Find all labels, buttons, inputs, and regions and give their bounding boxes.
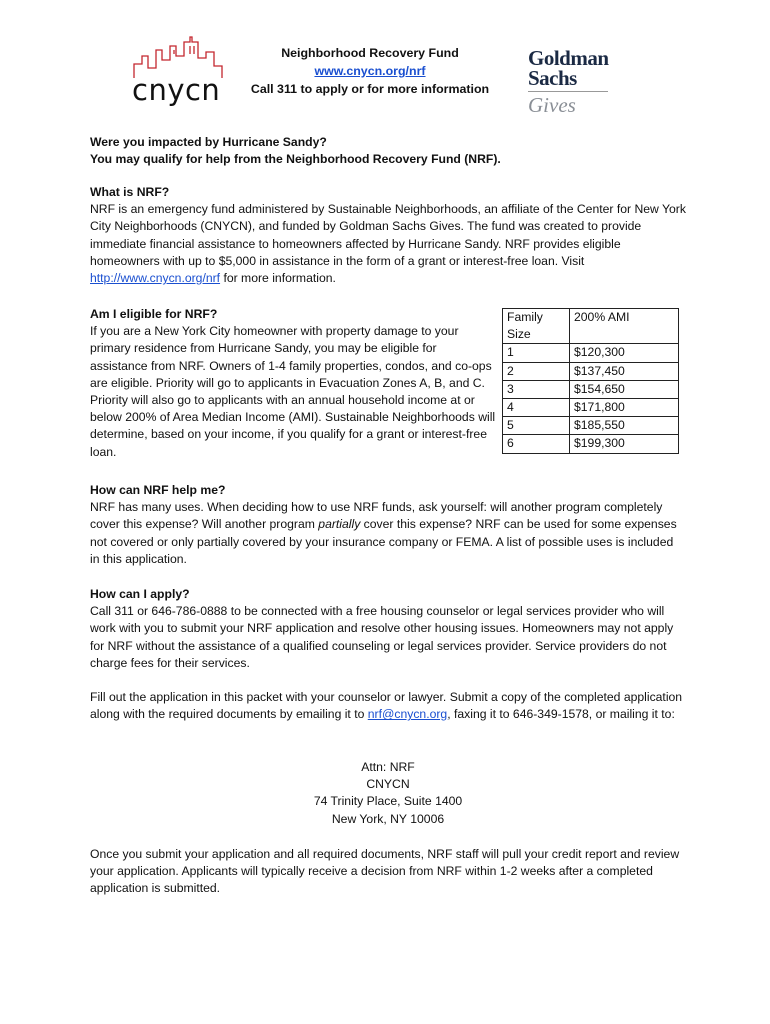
ami-family-size: 3: [503, 380, 570, 398]
table-row: [503, 399, 679, 417]
closing-body: Once you submit your application and all required documents, NRF staff will pull your credit report and review your application. Applicants will typically receive a decision from NRF within 1-2 weeks after a completed application is submitted.: [90, 847, 680, 896]
apply-heading: How can I apply?: [90, 587, 190, 601]
ami-header-ami: 200% AMI: [570, 309, 679, 344]
ami-income: $154,650: [570, 380, 679, 398]
table-row: [503, 380, 679, 398]
ami-income: $137,450: [570, 362, 679, 380]
mailing-address: [90, 759, 686, 828]
table-row: [503, 417, 679, 435]
address-line-3: 74 Trinity Place, Suite 1400: [313, 794, 463, 809]
eligibility-body: If you are a New York City homeowner with property damage to your primary residence from Hurricane Sandy, you may be eligible for assistance from NRF. Owners of 1-4 family properties, condos, and co-ops are eligible. Priority will go to applicants in Evacuation Zones A, B, and C. Priority will also go to applicants with an annual household income at or below 200% of Area Median Income (AMI). Sustainable Neighborhoods will determine, based on your income, if you qualify for a grant or interest-free loan.: [90, 324, 496, 459]
header-url-link[interactable]: www.cnycn.org/nrf: [314, 64, 426, 78]
apply-body: Call 311 or 646-786-0888 to be connected with a free housing counselor or legal services provider who will work with you to submit your NRF application and resolve other housing issues. Homeowners may not apply for NRF without the assistance of a qualified counseling or legal services provider. Service providers do not charge fees for their services.: [90, 604, 674, 670]
table-row: [503, 362, 679, 380]
eligibility-heading: Am I eligible for NRF?: [90, 307, 218, 321]
gs-logo-line2: Sachs: [528, 66, 577, 90]
header-call-text: Call 311 to apply or for more information: [250, 82, 490, 96]
ami-income: $120,300: [570, 344, 679, 362]
ami-header-family-size: Family Size: [503, 309, 570, 344]
what-heading: What is NRF?: [90, 185, 170, 199]
help-body: NRF has many uses. When deciding how to use NRF funds, ask yourself: will another program completely cover this expense? Will another program partially cover this expense? NRF can be used for some expenses not covered or only partially covered by your insurance company or FEMA. A list of possible uses is included in this application.: [90, 500, 677, 566]
ami-family-size: 1: [503, 344, 570, 362]
cnycn-logo-text: cnycn: [132, 73, 221, 106]
address-line-2: CNYCN: [366, 777, 410, 792]
what-body: NRF is an emergency fund administered by Sustainable Neighborhoods, an affiliate of the Center for New York City Neighborhoods (CNYCN), and funded by Goldman Sachs Gives. The fund was created to provide immediate financial assistance to homeowners affected by Hurricane Sandy. NRF provides eligible homeowners with up to $5,000 in assistance in the form of a grant or interest-free loan. Visit http://www.cnycn.org/nrf for more information.: [90, 202, 686, 286]
gs-logo-divider: [528, 91, 608, 92]
ami-income: $199,300: [570, 435, 679, 453]
ami-income: $185,550: [570, 417, 679, 435]
apply-section: [90, 586, 686, 672]
nrf-email-link[interactable]: nrf@cnycn.org: [367, 707, 448, 722]
fill-out-body: Fill out the application in this packet with your counselor or lawyer. Submit a copy of the completed application along with the required documents by emailing it to nrf@cnycn.org, faxing it to 646-349-1578, or mailing it to:: [90, 690, 683, 722]
help-heading: How can NRF help me?: [90, 483, 226, 497]
page-header: [250, 44, 490, 98]
address-line-4: New York, NY 10006: [331, 811, 445, 826]
ami-table: [502, 308, 679, 454]
nrf-website-link[interactable]: http://www.cnycn.org/nrf: [90, 271, 221, 286]
ami-family-size: 5: [503, 417, 570, 435]
intro-line-1: Were you impacted by Hurricane Sandy?: [90, 135, 327, 149]
svg-text:cnycn: [132, 73, 220, 106]
ami-family-size: 4: [503, 399, 570, 417]
cnycn-skyline-icon: [128, 34, 240, 106]
fill-out-section: [90, 689, 686, 723]
gs-logo-gives: Gives: [528, 93, 576, 117]
ami-table-header-row: [503, 309, 679, 344]
intro-line-2: You may qualify for help from the Neighborhood Recovery Fund (NRF).: [90, 152, 501, 167]
table-row: [503, 344, 679, 362]
eligibility-section: [90, 306, 496, 461]
closing-section: [90, 846, 686, 898]
what-section: [90, 184, 686, 287]
help-section: [90, 482, 686, 568]
table-row: [503, 435, 679, 453]
cnycn-logo: [128, 34, 240, 106]
goldman-sachs-gives-logo: [528, 48, 612, 116]
ami-family-size: 6: [503, 435, 570, 453]
address-line-1: Attn: NRF: [361, 760, 415, 774]
ami-family-size: 2: [503, 362, 570, 380]
page-title: Neighborhood Recovery Fund: [281, 46, 459, 60]
intro-section: [90, 134, 686, 168]
ami-income: $171,800: [570, 399, 679, 417]
gs-logo-line1: Goldman: [528, 46, 609, 70]
